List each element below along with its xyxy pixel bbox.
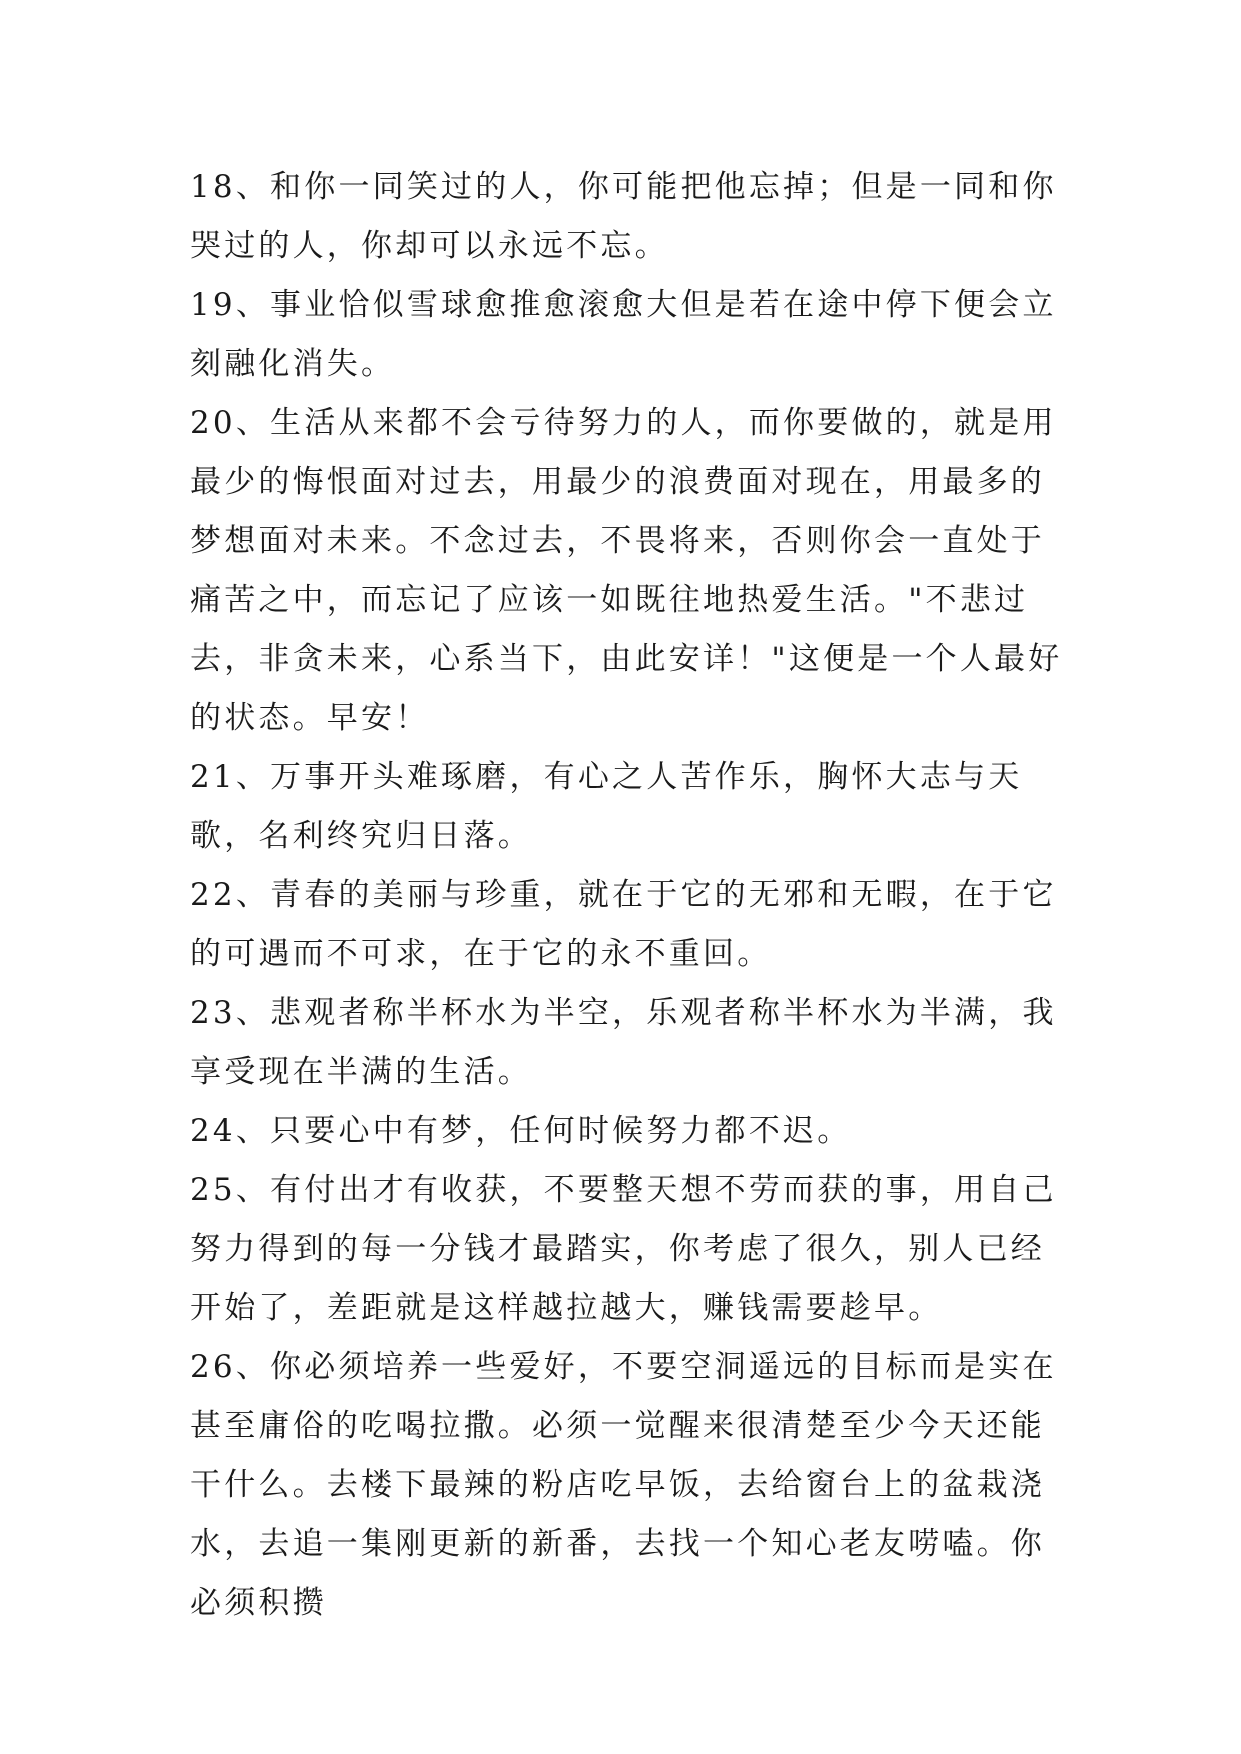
quote-20: 20、生活从来都不会亏待努力的人，而你要做的，就是用最少的悔恨面对过去，用最少的浪费面对现在，用最多的梦想面对未来。不念过去，不畏将来，否则你会一直处于痛苦之中，而忘记了应该一如既往地热爱生活。"不悲过去，非贪未来，心系当下，由此安详！"这便是一个人最好的状态。早安！ xyxy=(190,405,1063,736)
quote-26: 26、你必须培养一些爱好，不要空洞遥远的目标而是实在甚至庸俗的吃喝拉撒。必须一觉醒来很清楚至少今天还能干什么。去楼下最辣的粉店吃早饭，去给窗台上的盆栽浇水，去追一集刚更新的新番，去找一个知心老友唠嗑。你必须积攒 xyxy=(190,1349,1057,1621)
quote-23: 23、悲观者称半杯水为半空，乐观者称半杯水为半满，我享受现在半满的生活。 xyxy=(190,995,1057,1090)
quote-18: 18、和你一同笑过的人，你可能把他忘掉；但是一同和你哭过的人，你却可以永远不忘。 xyxy=(190,169,1057,264)
quote-19: 19、事业恰似雪球愈推愈滚愈大但是若在途中停下便会立刻融化消失。 xyxy=(190,287,1057,382)
quote-22: 22、青春的美丽与珍重，就在于它的无邪和无暇，在于它的可遇而不可求，在于它的永不重回。 xyxy=(190,877,1057,972)
quote-24: 24、只要心中有梦，任何时候努力都不迟。 xyxy=(190,1113,852,1149)
quote-25: 25、有付出才有收获，不要整天想不劳而获的事，用自己努力得到的每一分钱才最踏实，你考虑了很久，别人已经开始了，差距就是这样越拉越大，赚钱需要趁早。 xyxy=(190,1172,1057,1326)
quote-21: 21、万事开头难琢磨，有心之人苦作乐，胸怀大志与天歌，名利终究归日落。 xyxy=(190,759,1023,854)
document-body xyxy=(190,158,1070,1633)
